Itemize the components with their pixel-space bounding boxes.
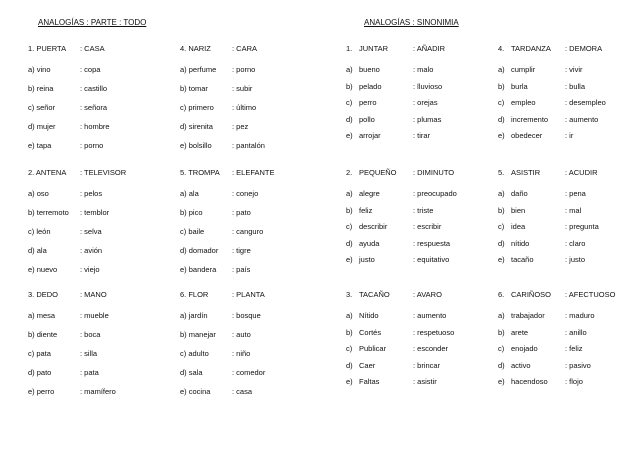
analogy-word: 3. DEDO — [28, 290, 59, 299]
analogy-number: 4. — [498, 44, 505, 53]
option-row — [498, 311, 638, 328]
option-pair: : anillo — [565, 327, 587, 337]
option-pair: : copa — [80, 65, 101, 74]
option-word: d) domador — [180, 246, 219, 255]
option-word: perro — [359, 98, 377, 107]
option-row — [28, 311, 158, 330]
analogy-block — [498, 290, 638, 394]
option-row — [180, 227, 310, 246]
option-pair: : pata — [80, 368, 99, 377]
option-row — [346, 206, 486, 223]
option-pair: : tirar — [413, 131, 431, 140]
option-pair: : pantalón — [232, 141, 265, 150]
option-letter: b) — [498, 81, 505, 91]
option-letter: c) — [346, 222, 353, 231]
option-pair: : pelos — [80, 189, 103, 198]
option-word: e) bolsillo — [180, 141, 212, 150]
option-pair: : canguro — [232, 227, 264, 236]
option-word: burla — [511, 81, 528, 91]
option-letter: e) — [498, 255, 505, 264]
option-pair: : último — [232, 103, 257, 112]
option-row — [346, 115, 486, 132]
analogy-head — [28, 44, 158, 63]
analogy-head — [28, 168, 158, 187]
option-row — [28, 330, 158, 349]
option-pair: : vivir — [565, 65, 583, 74]
option-pair: : respetuoso — [413, 327, 455, 337]
option-word: e) perro — [28, 387, 55, 396]
option-row — [28, 122, 158, 141]
analogy-head — [180, 290, 310, 309]
option-pair: : conejo — [232, 189, 259, 198]
option-letter: b) — [346, 205, 353, 215]
option-letter: a) — [346, 65, 353, 74]
option-word: hacendoso — [511, 377, 548, 386]
option-word: d) ala — [28, 246, 47, 255]
option-pair: : boca — [80, 330, 101, 339]
option-word: d) sirenita — [180, 122, 213, 131]
option-word: a) vino — [28, 65, 51, 74]
option-letter: d) — [498, 238, 505, 248]
option-word: c) baile — [180, 227, 205, 236]
option-pair: : pez — [232, 122, 249, 131]
analogy-pair: : ELEFANTE — [232, 168, 275, 177]
option-word: trabajador — [511, 311, 545, 320]
option-pair: : porno — [232, 65, 256, 74]
option-row — [180, 311, 310, 330]
option-row — [498, 206, 638, 223]
option-letter: b) — [498, 327, 505, 337]
analogy-block — [28, 168, 158, 284]
option-pair: : plumas — [413, 114, 442, 124]
option-pair: : aumento — [413, 311, 447, 320]
analogy-block — [346, 290, 486, 394]
option-row — [346, 255, 486, 272]
option-row — [28, 208, 158, 227]
option-pair: : brincar — [413, 360, 441, 370]
option-row — [498, 361, 638, 378]
option-word: nítido — [511, 238, 530, 248]
option-pair: : viejo — [80, 265, 100, 274]
analogy-word: PEQUEÑO — [359, 168, 397, 177]
analogy-pair: : AVARO — [413, 290, 442, 299]
option-row — [346, 98, 486, 115]
option-pair: : claro — [565, 238, 586, 248]
option-letter: b) — [346, 327, 353, 337]
option-pair: : aumento — [565, 114, 599, 124]
option-pair: : temblor — [80, 208, 110, 217]
analogy-pair: : ACUDIR — [565, 168, 598, 177]
option-word: e) nuevo — [28, 265, 58, 274]
option-pair: : subir — [232, 84, 253, 93]
option-letter: a) — [346, 189, 353, 198]
option-row — [28, 227, 158, 246]
analogy-head — [346, 168, 486, 187]
option-letter: e) — [346, 131, 353, 140]
option-row — [498, 82, 638, 99]
option-row — [346, 65, 486, 82]
analogy-block — [498, 44, 638, 148]
option-word: Faltas — [359, 377, 380, 386]
option-word: incremento — [511, 114, 549, 124]
analogy-word: 6. FLOR — [180, 290, 209, 299]
analogy-pair: : MANO — [80, 290, 107, 299]
option-pair: : casa — [232, 387, 253, 396]
option-row — [180, 330, 310, 349]
option-pair: : orejas — [413, 98, 438, 107]
analogy-word: TACAÑO — [359, 290, 390, 299]
option-row — [180, 65, 310, 84]
option-word: b) tomar — [180, 84, 208, 93]
option-row — [498, 98, 638, 115]
option-letter: e) — [498, 131, 505, 140]
option-row — [346, 82, 486, 99]
option-pair: : bosque — [232, 311, 261, 320]
option-word: d) pato — [28, 368, 52, 377]
option-pair: : pasivo — [565, 360, 591, 370]
option-word: alegre — [359, 189, 380, 198]
option-row — [180, 246, 310, 265]
option-word: pollo — [359, 114, 375, 124]
option-pair: : escribir — [413, 222, 442, 231]
option-row — [28, 246, 158, 265]
analogy-head — [28, 290, 158, 309]
option-word: Cortés — [359, 327, 382, 337]
option-pair: : malo — [413, 65, 434, 74]
analogy-pair: : AFECTUOSO — [565, 290, 616, 299]
option-pair: : desempleo — [565, 98, 606, 107]
option-letter: c) — [498, 98, 505, 107]
option-letter: d) — [498, 360, 505, 370]
option-word: idea — [511, 222, 526, 231]
option-word: daño — [511, 189, 528, 198]
analogy-pair: : CARA — [232, 44, 258, 53]
option-pair: : niño — [232, 349, 251, 358]
analogy-head — [180, 44, 310, 63]
option-letter: e) — [346, 255, 353, 264]
analogy-pair: : DEMORA — [565, 44, 603, 53]
option-pair: : hombre — [80, 122, 110, 131]
option-letter: c) — [498, 222, 505, 231]
option-pair: : pregunta — [565, 222, 599, 231]
option-word: bueno — [359, 65, 380, 74]
option-pair: : maduro — [565, 311, 595, 320]
option-word: describir — [359, 222, 388, 231]
option-word: b) pico — [180, 208, 203, 217]
option-row — [498, 255, 638, 272]
option-word: empleo — [511, 98, 536, 107]
analogy-block — [498, 168, 638, 272]
analogy-number: 2. — [346, 168, 353, 177]
option-pair: : equitativo — [413, 255, 450, 264]
analogy-word: JUNTAR — [359, 44, 389, 53]
option-row — [180, 208, 310, 227]
option-word: d) mujer — [28, 122, 56, 131]
option-word: e) tapa — [28, 141, 52, 150]
option-row — [180, 122, 310, 141]
option-row — [346, 222, 486, 239]
option-row — [180, 103, 310, 122]
option-word: c) primero — [180, 103, 214, 112]
option-row — [346, 311, 486, 328]
option-pair: : pato — [232, 208, 251, 217]
option-letter: a) — [498, 189, 505, 198]
option-letter: d) — [498, 114, 505, 124]
option-pair: : bulla — [565, 81, 586, 91]
analogy-head — [346, 44, 486, 63]
option-letter: a) — [346, 311, 353, 320]
option-pair: : esconder — [413, 344, 449, 353]
option-pair: : comedor — [232, 368, 266, 377]
option-pair: : mal — [565, 205, 582, 215]
option-row — [28, 387, 158, 406]
option-word: tacaño — [511, 255, 534, 264]
option-pair: : mueble — [80, 311, 109, 320]
analogy-pair: : TELEVISOR — [80, 168, 127, 177]
option-row — [180, 141, 310, 160]
option-word: a) mesa — [28, 311, 56, 320]
analogy-number: 6. — [498, 290, 505, 299]
option-row — [498, 131, 638, 148]
option-pair: : preocupado — [413, 189, 457, 198]
analogy-pair: : AÑADIR — [413, 44, 446, 53]
option-word: c) pata — [28, 349, 51, 358]
option-pair: : porno — [80, 141, 104, 150]
analogy-pair: : DIMINUTO — [413, 168, 455, 177]
option-letter: a) — [498, 65, 505, 74]
option-pair: : castillo — [80, 84, 108, 93]
option-word: cumplir — [511, 65, 536, 74]
option-row — [498, 189, 638, 206]
option-pair: : silla — [80, 349, 98, 358]
option-pair: : selva — [80, 227, 102, 236]
option-pair: : avión — [80, 246, 103, 255]
title-parte-todo: ANALOGÍAS : PARTE : TODO — [38, 18, 147, 27]
analogy-block — [180, 168, 310, 284]
option-word: a) ala — [180, 189, 199, 198]
option-row — [346, 131, 486, 148]
option-pair: : justo — [565, 255, 586, 264]
option-letter: c) — [346, 344, 353, 353]
option-letter: c) — [346, 98, 353, 107]
option-row — [180, 368, 310, 387]
analogy-word: 5. TROMPA — [180, 168, 220, 177]
option-letter: e) — [498, 377, 505, 386]
option-word: b) reina — [28, 84, 54, 93]
option-pair: : tigre — [232, 246, 251, 255]
analogy-pair: : PLANTA — [232, 290, 265, 299]
analogy-block — [346, 168, 486, 272]
analogy-head — [498, 290, 638, 309]
option-word: Nítido — [359, 311, 379, 320]
option-row — [498, 65, 638, 82]
option-pair: : respuesta — [413, 238, 451, 248]
option-word: activo — [511, 360, 531, 370]
analogy-block — [180, 44, 310, 160]
option-row — [28, 65, 158, 84]
option-row — [498, 222, 638, 239]
option-letter: b) — [498, 205, 505, 215]
option-word: c) adulto — [180, 349, 209, 358]
option-word: justo — [359, 255, 375, 264]
option-word: arrojar — [359, 131, 381, 140]
option-word: pelado — [359, 81, 382, 91]
option-word: Publicar — [359, 344, 387, 353]
option-word: c) león — [28, 227, 51, 236]
analogy-head — [498, 168, 638, 187]
analogy-block — [346, 44, 486, 148]
option-word: b) diente — [28, 330, 58, 339]
option-pair: : auto — [232, 330, 251, 339]
option-word: c) señor — [28, 103, 56, 112]
analogy-word: TARDANZA — [511, 44, 551, 53]
analogy-head — [346, 290, 486, 309]
option-row — [28, 84, 158, 103]
option-row — [346, 344, 486, 361]
analogy-word: 4. NARIZ — [180, 44, 211, 53]
option-pair: : ir — [565, 131, 574, 140]
option-pair: : asistir — [413, 377, 437, 386]
option-word: feliz — [359, 205, 373, 215]
option-word: b) terremoto — [28, 208, 69, 217]
title-sinonimia: ANALOGÍAS : SINONIMIA — [364, 18, 459, 27]
option-row — [28, 103, 158, 122]
option-row — [346, 189, 486, 206]
analogy-block — [28, 290, 158, 406]
option-pair: : mamífero — [80, 387, 116, 396]
option-word: b) manejar — [180, 330, 216, 339]
option-letter: b) — [346, 81, 353, 91]
option-row — [180, 387, 310, 406]
analogy-head — [498, 44, 638, 63]
analogy-word: ASISTIR — [511, 168, 541, 177]
option-word: ayuda — [359, 238, 380, 248]
option-word: Caer — [359, 360, 376, 370]
option-pair: : lluvioso — [413, 81, 443, 91]
option-row — [180, 84, 310, 103]
option-letter: d) — [346, 360, 353, 370]
option-pair: : flojo — [565, 377, 583, 386]
option-word: e) bandera — [180, 265, 217, 274]
option-pair: : triste — [413, 205, 434, 215]
option-word: a) jardín — [180, 311, 208, 320]
option-letter: d) — [346, 114, 353, 124]
analogy-block — [180, 290, 310, 406]
option-letter: e) — [346, 377, 353, 386]
option-row — [498, 239, 638, 256]
option-row — [498, 344, 638, 361]
option-word: arete — [511, 327, 529, 337]
option-row — [498, 115, 638, 132]
analogy-word: CARIÑOSO — [511, 290, 552, 299]
option-word: obedecer — [511, 131, 543, 140]
option-row — [28, 265, 158, 284]
analogy-word: 2. ANTENA — [28, 168, 67, 177]
analogy-head — [180, 168, 310, 187]
option-row — [498, 328, 638, 345]
option-row — [28, 141, 158, 160]
option-row — [346, 377, 486, 394]
option-pair: : pena — [565, 189, 586, 198]
option-pair: : feliz — [565, 344, 583, 353]
option-pair: : país — [232, 265, 251, 274]
option-letter: a) — [498, 311, 505, 320]
option-word: a) oso — [28, 189, 49, 198]
option-row — [28, 189, 158, 208]
option-row — [346, 328, 486, 345]
analogy-word: 1. PUERTA — [28, 44, 67, 53]
option-word: d) sala — [180, 368, 203, 377]
option-row — [498, 377, 638, 394]
option-row — [28, 368, 158, 387]
option-row — [346, 361, 486, 378]
option-row — [180, 189, 310, 208]
option-row — [346, 239, 486, 256]
option-pair: : señora — [80, 103, 108, 112]
option-row — [180, 349, 310, 368]
analogy-number: 5. — [498, 168, 505, 177]
option-row — [180, 265, 310, 284]
option-word: enojado — [511, 344, 538, 353]
option-word: bien — [511, 205, 526, 215]
analogy-block — [28, 44, 158, 160]
option-word: e) cocina — [180, 387, 211, 396]
option-letter: c) — [498, 344, 505, 353]
analogy-pair: : CASA — [80, 44, 105, 53]
option-word: a) perfume — [180, 65, 217, 74]
analogy-number: 3. — [346, 290, 353, 299]
analogy-number: 1. — [346, 44, 353, 53]
option-letter: d) — [346, 238, 353, 248]
option-row — [28, 349, 158, 368]
